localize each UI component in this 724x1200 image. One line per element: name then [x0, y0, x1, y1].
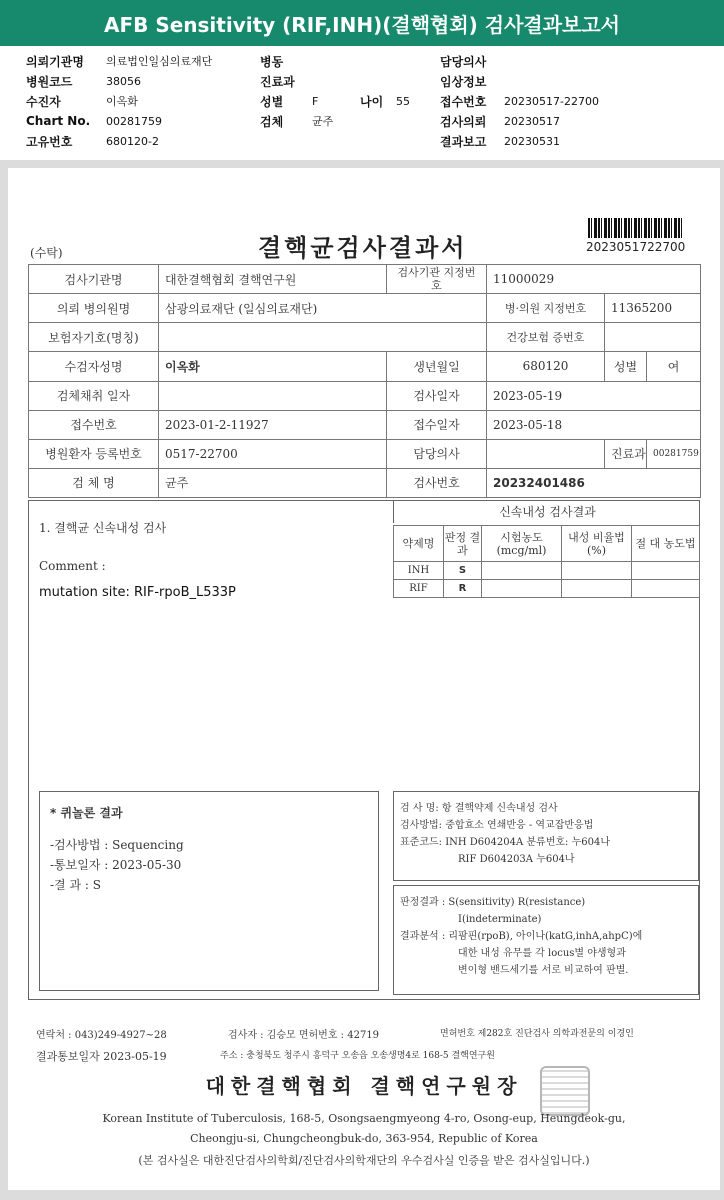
grid-label: 건강보험 증번호 — [487, 323, 605, 352]
header-label: 고유번호 — [26, 134, 73, 149]
header-label: 성별 — [260, 94, 284, 109]
header-label: 검체 — [260, 114, 284, 129]
rapid-cell — [562, 562, 632, 580]
table-row — [394, 580, 700, 598]
rapid-header: 판정 결과 — [444, 526, 482, 562]
grid-value: 균주 — [159, 468, 387, 497]
footer-tester: 검사자 : 김승모 면허번호 : 42719 — [228, 1030, 380, 1041]
rapid-header: 내성 비율법(%) — [562, 526, 632, 562]
grid-value: 2023-05-19 — [487, 381, 701, 410]
judge-line: 변이형 밴드세기를 서로 비교하여 판별. — [458, 965, 629, 976]
header-field — [26, 132, 159, 150]
rapid-cell — [482, 580, 562, 598]
grid-label: 의뢰 병의원명 — [29, 294, 159, 323]
header-field — [260, 72, 312, 90]
grid-label: 검 체 명 — [29, 468, 159, 497]
grid-label: 검사번호 — [387, 468, 487, 497]
grid-value: 680120 — [487, 352, 605, 381]
address-english-line1: Korean Institute of Tuberculosis, 168-5, Osongsaengmyeong 4-ro, Osong-eup, Heungdeok-gu, — [102, 1112, 626, 1125]
header-field — [440, 52, 504, 70]
header-field — [26, 52, 212, 70]
rapid-cell — [632, 562, 700, 580]
rapid-cell — [632, 580, 700, 598]
grid-value: 11365200 — [605, 294, 701, 323]
grid-label: 보험자기호(명칭) — [29, 323, 159, 352]
grid-value: 이옥화 — [159, 352, 387, 381]
report-title-banner: AFB Sensitivity (RIF,INH)(결핵협회) 검사결과보고서 — [0, 0, 724, 46]
quinolone-date: -통보일자 : 2023-05-30 — [50, 858, 182, 872]
rapid-test-title: 신속내성 검사결과 — [393, 501, 701, 523]
grid-value: 0517-22700 — [159, 439, 387, 468]
header-label: 의뢰기관명 — [26, 54, 84, 69]
quinolone-result: -결 과 : S — [50, 878, 101, 892]
header-value: 20230517-22700 — [504, 94, 599, 108]
rapid-cell: S — [444, 562, 482, 580]
header-field — [440, 92, 599, 110]
grid-label: 검사기관명 — [29, 265, 159, 294]
grid-value — [487, 439, 605, 468]
header-field — [26, 72, 141, 90]
rapid-cell: R — [444, 580, 482, 598]
receipt-mark: (수탁) — [30, 246, 63, 260]
header-field-age — [360, 92, 410, 110]
footer-address: 주소 : 충청북도 청주시 흥덕구 오송읍 오송생명4로 168-5 결핵연구원 — [220, 1051, 495, 1061]
header-label: 나이 — [360, 94, 384, 109]
test-method-box — [393, 791, 699, 881]
header-field — [26, 92, 138, 110]
header-value: 균주 — [312, 115, 334, 128]
official-seal-icon — [540, 1066, 590, 1116]
grid-value: 대한결핵협회 결핵연구원 — [159, 265, 387, 294]
grid-label: 접수번호 — [29, 410, 159, 439]
judge-line: 결과분석 : 리팜핀(rpoB), 아이나(katG,inhA,ahpC)에 — [400, 931, 643, 942]
header-value: 680120-2 — [106, 134, 159, 148]
header-label: 임상정보 — [440, 74, 487, 89]
comment-label: Comment : — [39, 559, 106, 573]
header-field — [440, 72, 504, 90]
header-field — [26, 112, 162, 130]
interpretation-box — [393, 885, 699, 995]
header-field — [440, 132, 560, 150]
footer-license: 면허번호 제282호 진단검사 의학과전문의 이경인 — [440, 1029, 634, 1039]
quinolone-title: * 퀴놀론 결과 — [50, 806, 123, 820]
footer-notify: 결과통보일자 2023-05-19 — [36, 1050, 167, 1063]
scanned-report-document — [8, 168, 720, 1190]
grid-value: 00281759 — [647, 439, 701, 468]
patient-header — [0, 46, 724, 160]
header-value: 38056 — [106, 74, 141, 88]
header-field — [440, 112, 560, 130]
header-field — [260, 52, 312, 70]
header-label: 결과보고 — [440, 134, 487, 149]
header-value: 00281759 — [106, 114, 162, 128]
patient-info-grid — [28, 264, 701, 498]
mutation-site: mutation site: RIF-rpoB_L533P — [39, 585, 236, 600]
header-value: 20230531 — [504, 134, 560, 148]
rapid-cell — [482, 562, 562, 580]
grid-value: 2023-01-2-11927 — [159, 410, 387, 439]
rapid-header: 시험농도 (mcg/ml) — [482, 526, 562, 562]
grid-value: 2023-05-18 — [487, 410, 701, 439]
header-value: F — [312, 94, 319, 108]
method-line: 표준코드: INH D604204A 분류번호: 누604나 — [400, 837, 610, 848]
grid-label: 병·의원 지정번호 — [487, 294, 605, 323]
grid-value: 11000029 — [487, 265, 701, 294]
grid-label: 검사기관 지정번호 — [387, 265, 487, 294]
grid-label: 접수일자 — [387, 410, 487, 439]
grid-value: 삼광의료재단 (일심의료재단) — [159, 294, 487, 323]
grid-label: 검체채취 일자 — [29, 381, 159, 410]
header-value: 55 — [396, 94, 410, 108]
table-row — [394, 562, 700, 580]
header-label: 담당의사 — [440, 54, 487, 69]
grid-value: 20232401486 — [487, 468, 701, 497]
rapid-test-table — [393, 525, 700, 598]
header-field — [260, 112, 333, 130]
barcode-number: 2023051722700 — [586, 240, 686, 254]
section-heading: 1. 결핵균 신속내성 검사 — [39, 521, 167, 535]
institute-name: 대한결핵협회 결핵연구원장 — [205, 1074, 523, 1098]
rapid-header: 절 대 농도법 — [632, 526, 700, 562]
rapid-cell: RIF — [394, 580, 444, 598]
address-english-line2: Cheongju-si, Chungcheongbuk-do, 363-954, Republic of Korea — [190, 1132, 538, 1145]
rapid-header: 약제명 — [394, 526, 444, 562]
grid-label: 진료과 — [605, 439, 647, 468]
grid-value — [605, 323, 701, 352]
grid-value — [159, 381, 387, 410]
certification-note: (본 검사실은 대한진단검사의학회/진단검사의학재단의 우수검사실 인증을 받은 검사실입니다.) — [138, 1154, 590, 1167]
grid-value: 여 — [647, 352, 701, 381]
header-label: 병동 — [260, 54, 284, 69]
grid-value — [159, 323, 487, 352]
quinolone-method: -검사방법 : Sequencing — [50, 838, 184, 852]
rapid-cell: INH — [394, 562, 444, 580]
method-line: 검 사 명: 항 결핵약제 신속내성 검사 — [400, 803, 558, 814]
grid-label: 생년월일 — [387, 352, 487, 381]
header-field — [260, 92, 318, 110]
header-label: 접수번호 — [440, 94, 487, 109]
grid-label: 성별 — [605, 352, 647, 381]
header-label: 검사의뢰 — [440, 114, 487, 129]
header-label: 진료과 — [260, 74, 295, 89]
footer-contact: 연락처 : 043)249-4927~28 — [36, 1030, 167, 1041]
grid-label: 병원환자 등록번호 — [29, 439, 159, 468]
document-title: 결핵균검사결과서 — [258, 233, 468, 262]
method-line: 검사방법: 중합효소 연쇄반응 - 역교잡반응법 — [400, 820, 594, 831]
header-label: 수진자 — [26, 94, 61, 109]
header-value: 의료법인일심의료재단 — [106, 55, 213, 68]
header-label: 병원코드 — [26, 74, 73, 89]
barcode-icon — [588, 218, 684, 238]
header-value: 20230517 — [504, 114, 560, 128]
grid-label: 담당의사 — [387, 439, 487, 468]
header-value: 이옥화 — [106, 95, 138, 108]
quinolone-result-box — [39, 791, 379, 991]
grid-label: 수검자성명 — [29, 352, 159, 381]
results-section — [28, 500, 700, 1000]
method-line: RIF D604203A 누604나 — [458, 854, 575, 865]
grid-label: 검사일자 — [387, 381, 487, 410]
judge-line: I(indeterminate) — [458, 914, 542, 925]
rapid-cell — [562, 580, 632, 598]
judge-line: 대한 내성 유무를 각 locus별 야생형과 — [458, 948, 626, 959]
judge-line: 판정결과 : S(sensitivity) R(resistance) — [400, 897, 586, 908]
header-label: Chart No. — [26, 114, 91, 128]
